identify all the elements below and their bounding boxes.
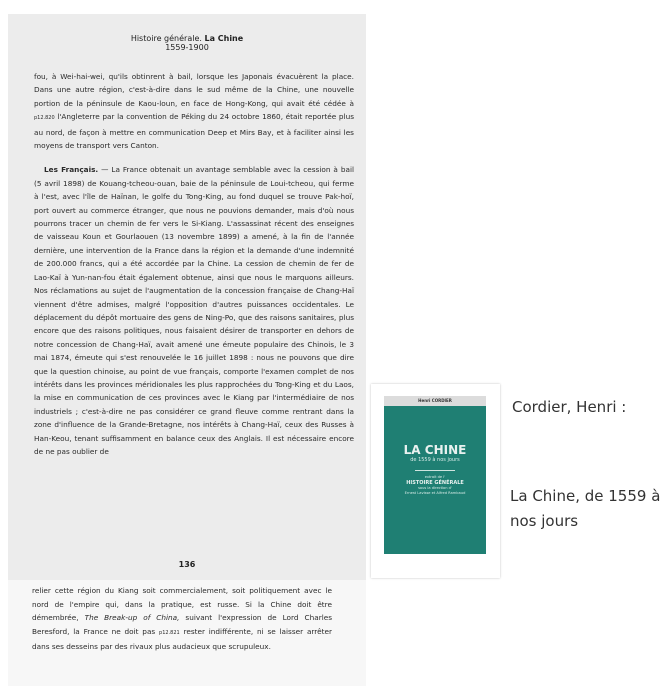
header-title: Histoire générale. [130, 34, 202, 43]
page-reference-2: p12.821 [159, 629, 180, 636]
page-number: 136 [178, 560, 196, 569]
next-page-text-c: rester indifférente, ni se laisser arrêter dans ses desseins par des rivaux plus audacieux que scrupuleux. [32, 626, 332, 652]
next-page-excerpt [8, 580, 366, 686]
next-page-text [32, 584, 332, 654]
header-title-bold: La Chine [204, 34, 244, 43]
book-page [8, 14, 366, 580]
caption-title[interactable]: La Chine, de 1559 à nos jours [510, 487, 661, 530]
book-cover [384, 396, 486, 554]
page-body [34, 70, 354, 458]
page-reference: p12.820 [34, 115, 55, 122]
cover-author: Henri CORDIER [418, 398, 452, 403]
paragraph-1 [34, 70, 354, 152]
cover-series: HISTOIRE GÉNÉRALE [406, 480, 464, 486]
paragraph-2-lead: Les Français. [44, 165, 99, 175]
book-cover-thumbnail[interactable] [371, 384, 500, 578]
caption-author: Cordier, Henri : [512, 398, 627, 416]
cover-extracted: extrait de l' [424, 475, 446, 479]
cover-editors-line-1: sous la direction d' [418, 486, 452, 490]
page-header [8, 34, 366, 52]
paragraph-1-text: fou, à Wei-hai-wei, qu'ils obtinrent à bail, lorsque les Japonais évacuèrent la place. Dans une autre région, c'est-à-dire dans le sud même de la Chine, une nouvelle portion de la péninsule de Kaou-loun, en face de Hong-Kong, qui avait été cédée à [34, 72, 354, 108]
paragraph-2 [34, 163, 354, 458]
cover-title: LA CHINE [403, 443, 467, 457]
paragraph-1-continued: l'Angleterre par la convention de Péking du 24 octobre 1860, était reportée plus au nord, de façon à mettre en communication Deep et Mirs Bay, et à faciliter ainsi les moyens de transport vers Canton. [34, 112, 355, 151]
next-page-text-b: suivant l'expression de Lord Charles Beresford, la France ne doit pas [32, 613, 333, 636]
next-page-italic: The Break-up of China, [84, 613, 180, 623]
paragraph-2-text: — La France obtenait un avantage semblable avec la cession à bail (5 avril 1898) de Kouang-tcheou-ouan, baie de la péninsule de Loui-tcheou, qui ferme à l'est, avec l'île de Haïnan, le golfe du Tong-King, au fond duquel se trouve Pak-hoï, port ouvert au commerce étranger, que nous ne pouvions demander, mais d'où nous pourrons tracer un chemin de fer vers le Si-Kiang. L'assassinat récent des enseignes de vaisseau Koun et Gourlaouen (13 novembre 1899) a amené, à la fin de l'année dernière, une intervention de la France dans la région et la demande d'une indemnité de 200.000 francs, qui a été accordée par la Chine. La cession de chemin de fer de Lao-Kaï à Yun-nan-fou était également obtenue, ainsi que nous le marquons ailleurs. Nos réclamations au sujet de l'augmentation de la concession française de Chang-Haï viennent d'être admises, malgré l'opposition d'autres puissances occidentales. Le déplacement du dépôt mortuaire des gens de Ning-Po, que des raisons sanitaires, plus encore que des raisons politiques, nous faisaient désirer de transporter en dehors de notre concession de Chang-Haï, avait amené une émeute populaire des Chinois, le 3 mai 1874, émeute qui s'est renouvelée le 16 juillet 1898 : nous ne pouvons que dire que la question chinoise, au point de vue français, comporte l'examen complet de nos intérêts dans les provinces méridionales les plus rapprochées du Tong-King et du Laos, la mise en communication de ces provinces avec le Kiang par l'intermédiaire de nos industriels ; c'est-à-dire ne pas considérer ce grand fleuve comme rentrant dans la zone d'influence de la Grande-Bretagne, nos intérêts à Chang-Haï, ceux des Russes à Han-Keou, tenant suffisamment en balance ceux des Anglais. Il est nécessaire encore de ne pas oublier de [34, 165, 354, 456]
cover-subtitle: de 1559 à nos jours [410, 457, 460, 463]
cover-editors-line-2: Ernest Lavisse et Alfred Rambaud [404, 491, 466, 495]
cover-divider [415, 470, 455, 471]
next-page-text-a: relier cette région du Kiang soit commercialement, soit politiquement avec le nord de l'empire qui, dans la pratique, est russe. Si la Chine doit être démembrée, [32, 586, 332, 623]
header-dates: 1559-1900 [165, 43, 209, 52]
cover-editors [384, 486, 486, 496]
